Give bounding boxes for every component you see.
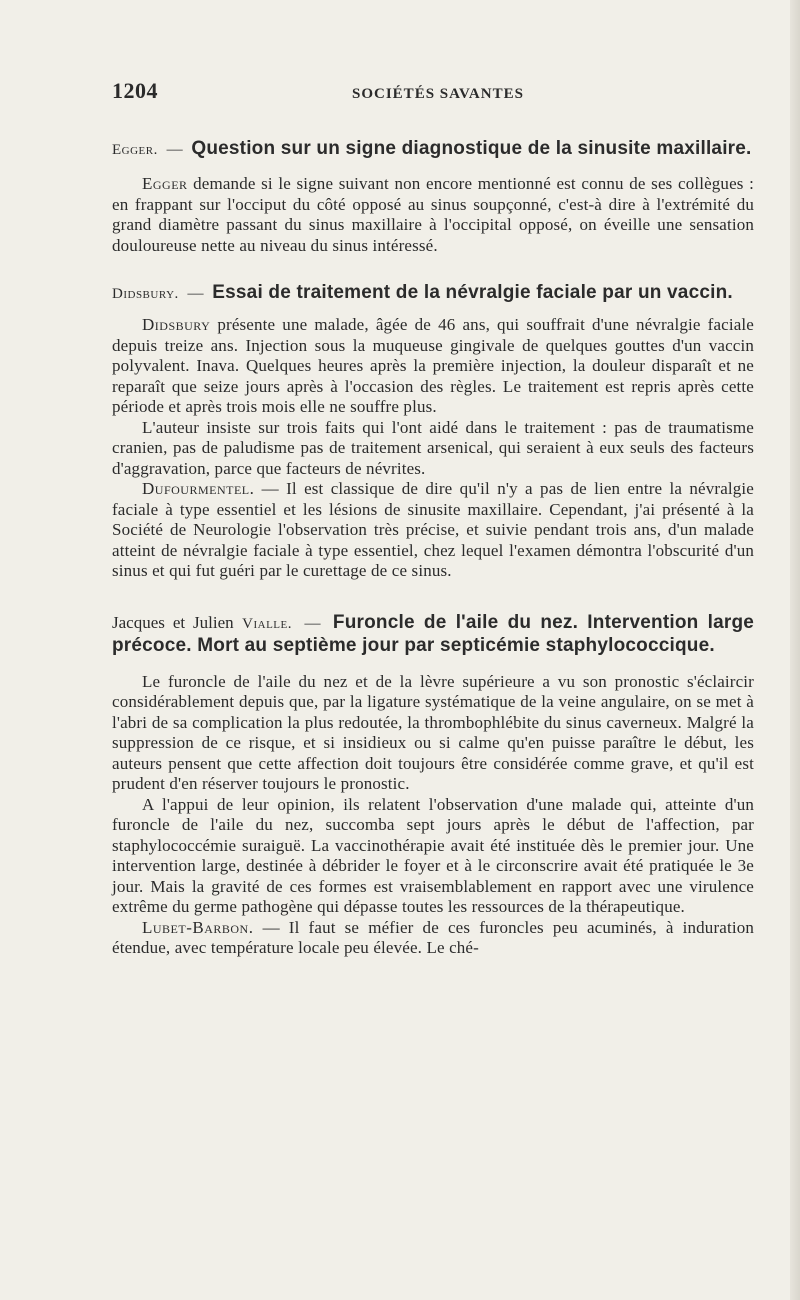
paragraph: [112, 174, 754, 256]
paragraph-text: L'auteur insiste sur trois faits qui l'ont aidé dans le traitement : pas de traumatisme cranien, pas de paludisme pas de traitement arsenical, qui seraient à eux seuls des facteurs d'aggravation, parce que facteurs de névrites.: [112, 417, 754, 478]
paragraph-text: — Il est classique de dire qu'il n'y a pas de lien entre la névralgie faciale à type essentiel et les lésions de sinusite maxillaire. Cependant, j'ai présenté à la Société de Neurologie l'observation très précise, et suivie pendant trois ans, d'un malade atteint de névralgie faciale à type essentiel, chez lequel l'examen démontra l'obscurité d'un sinus et qui fut guéri par le curettage de ce sinus.: [112, 479, 754, 580]
title-dash: —: [166, 141, 183, 158]
paragraph-text: présente une malade, âgée de 46 ans, qui souffrait d'une névralgie faciale depuis treize ans. Injection sous la muqueuse gingivale de quelques gouttes d'un vaccin polyvalent. Inava. Quelques heures après la première injection, la douleur disparaît et ne reparaît que seize jours après à l'occasion des règles. Le traitement est repris après cette période et après trois mois elle ne souffre plus.: [112, 315, 754, 416]
paragraph-text: — Il faut se méfier de ces furoncles peu acuminés, à induration étendue, avec température locale peu élevée. Le ché-: [112, 917, 754, 957]
paragraph-lead: Didsbury: [142, 315, 211, 334]
paragraph-text: Le furoncle de l'aile du nez et de la lèvre supérieure a vu son pronostic s'éclaircir considérablement depuis que, par la ligature systématique de la veine angulaire, on se met à l'abri de sa complication la plus redoutée, la thrombophlébite du sinus caverneux. Malgré la suppression de ce risque, et si insidieux ou si calme qu'en puisse paraître le début, les auteurs pensent que cette affection doit toujours être considérée comme grave, et qu'il est prudent d'en réserver toujours le pronostic.: [112, 671, 754, 793]
entry-egger: [112, 138, 754, 256]
author-name: Egger.: [112, 142, 158, 158]
page-edge-shadow: [790, 0, 800, 1300]
paragraph: [112, 418, 754, 480]
entry-didsbury: [112, 282, 754, 582]
paragraph-text: demande si le signe suivant non encore mentionné est connu de ses collègues : en frappant sur l'occiput du côté opposé au sinus soupçonné, c'est-à dire à l'extrémité du grand diamètre passant du sinus maxillaire à l'occipital opposé, on éveille une sensation douloureuse nette au niveau du sinus intéressé.: [112, 174, 754, 255]
author-name: Didsbury.: [112, 286, 179, 302]
entry-title: [112, 612, 754, 657]
paragraph: [112, 918, 754, 959]
paragraph: [112, 672, 754, 795]
paragraph-lead: Egger: [142, 174, 188, 193]
entry-heading: Question sur un signe diagnostique de la sinusite maxillaire.: [191, 138, 752, 159]
page: [112, 78, 754, 959]
paragraph: [112, 479, 754, 582]
running-title: SOCIÉTÉS SAVANTES: [352, 86, 524, 102]
entry-title: [112, 138, 754, 161]
paragraph-lead: Dufourmentel.: [142, 479, 255, 498]
entry-heading: Furoncle de l'aile du nez. Intervention large précoce. Mort au septième jour par septicémie staphylococcique.: [112, 611, 755, 656]
entry-vialle: [112, 612, 754, 959]
author-prefix: Jacques et Julien: [112, 612, 234, 632]
paragraph: [112, 315, 754, 418]
page-header: [112, 78, 754, 114]
entry-heading: Essai de traitement de la névralgie faciale par un vaccin.: [212, 282, 733, 303]
paragraph-text: A l'appui de leur opinion, ils relatent l'observation d'une malade qui, atteinte d'un furoncle de l'aile du nez, succomba sept jours après le début de l'affection, par staphylococcémie suraiguë. La vaccinothérapie avait été instituée dès le premier jour. Une intervention large, destinée à débrider le foyer et à le circonscrire avait été pratiquée le 3e jour. Mais la gravité de ces formes est vraisemblablement en rapport avec une virulence extrême du germe pathogène qui dépasse toutes les ressources de la thérapeutique.: [112, 794, 754, 916]
paragraph-lead: Lubet-Barbon.: [142, 917, 254, 937]
entry-title: [112, 282, 754, 305]
title-dash: —: [187, 285, 204, 302]
title-dash: —: [304, 614, 321, 632]
author-name: Vialle.: [242, 615, 292, 632]
page-number: 1204: [112, 78, 158, 103]
paragraph: [112, 795, 754, 918]
